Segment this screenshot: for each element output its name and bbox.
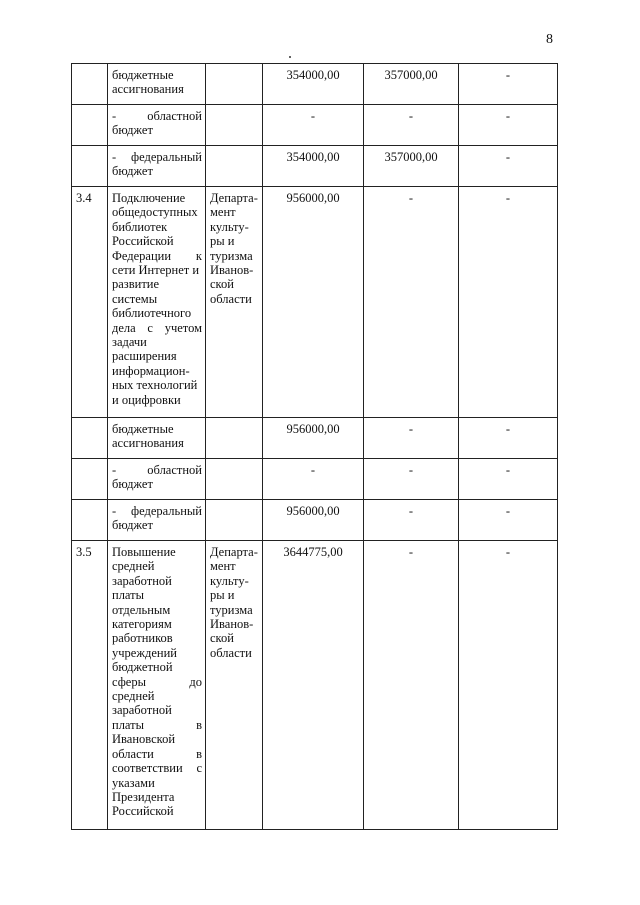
row-number [72, 418, 108, 459]
row-name: бюджетные ассигнования [108, 418, 206, 459]
amount-year-1: 956000,00 [263, 418, 364, 459]
amount-year-1: 3644775,00 [263, 541, 364, 830]
amount-year-1: 956000,00 [263, 187, 364, 418]
row-name: - областной бюджет [108, 459, 206, 500]
amount-year-1: 354000,00 [263, 64, 364, 105]
row-name: бюджетные ассигнования [108, 64, 206, 105]
amount-year-3: - [459, 105, 558, 146]
amount-year-3: - [459, 541, 558, 830]
row-executor [206, 64, 263, 105]
amount-year-2: 357000,00 [364, 146, 459, 187]
amount-year-1: - [263, 459, 364, 500]
amount-year-1: 354000,00 [263, 146, 364, 187]
amount-year-2: - [364, 418, 459, 459]
row-number [72, 500, 108, 541]
row-executor [206, 459, 263, 500]
amount-year-2: - [364, 105, 459, 146]
row-number [72, 105, 108, 146]
row-number [72, 64, 108, 105]
amount-year-3: - [459, 500, 558, 541]
table-row [72, 105, 558, 146]
row-name: - федеральный бюджет [108, 146, 206, 187]
row-executor [206, 146, 263, 187]
amount-year-1: - [263, 105, 364, 146]
table-row [72, 500, 558, 541]
amount-year-3: - [459, 64, 558, 105]
amount-year-3: - [459, 418, 558, 459]
amount-year-3: - [459, 459, 558, 500]
row-executor: Департа- мент культу- ры и туризма Иванов- ской области [206, 187, 263, 418]
row-executor: Департа- мент культу- ры и туризма Иванов- ской области [206, 541, 263, 830]
budget-table [71, 63, 558, 830]
amount-year-2: - [364, 187, 459, 418]
row-name: Повышение средней заработной платы отдельным категориям работников учреждений бюджетной сферы до средней заработной платы в Ивановской области в соответствии с указами Президента Российской [108, 541, 206, 830]
amount-year-1: 956000,00 [263, 500, 364, 541]
table-row [72, 146, 558, 187]
row-number [72, 146, 108, 187]
table-row [72, 187, 558, 418]
table-row [72, 418, 558, 459]
amount-year-2: - [364, 541, 459, 830]
row-number [72, 459, 108, 500]
row-number: 3.5 [72, 541, 108, 830]
amount-year-3: - [459, 146, 558, 187]
row-executor [206, 105, 263, 146]
amount-year-2: - [364, 459, 459, 500]
row-name: - федеральный бюджет [108, 500, 206, 541]
row-number: 3.4 [72, 187, 108, 418]
row-name: - областной бюджет [108, 105, 206, 146]
row-executor [206, 500, 263, 541]
table-row [72, 541, 558, 830]
row-executor [206, 418, 263, 459]
amount-year-2: - [364, 500, 459, 541]
scan-speck [289, 56, 291, 58]
amount-year-2: 357000,00 [364, 64, 459, 105]
amount-year-3: - [459, 187, 558, 418]
page-number: 8 [546, 32, 553, 47]
table-row [72, 459, 558, 500]
table-row [72, 64, 558, 105]
row-name: Подключение общедоступных библиотек Российской Федерации к сети Интернет и развитие системы библиотечного дела с учетом задачи расширения информацион- ных технологий и оцифровки [108, 187, 206, 418]
